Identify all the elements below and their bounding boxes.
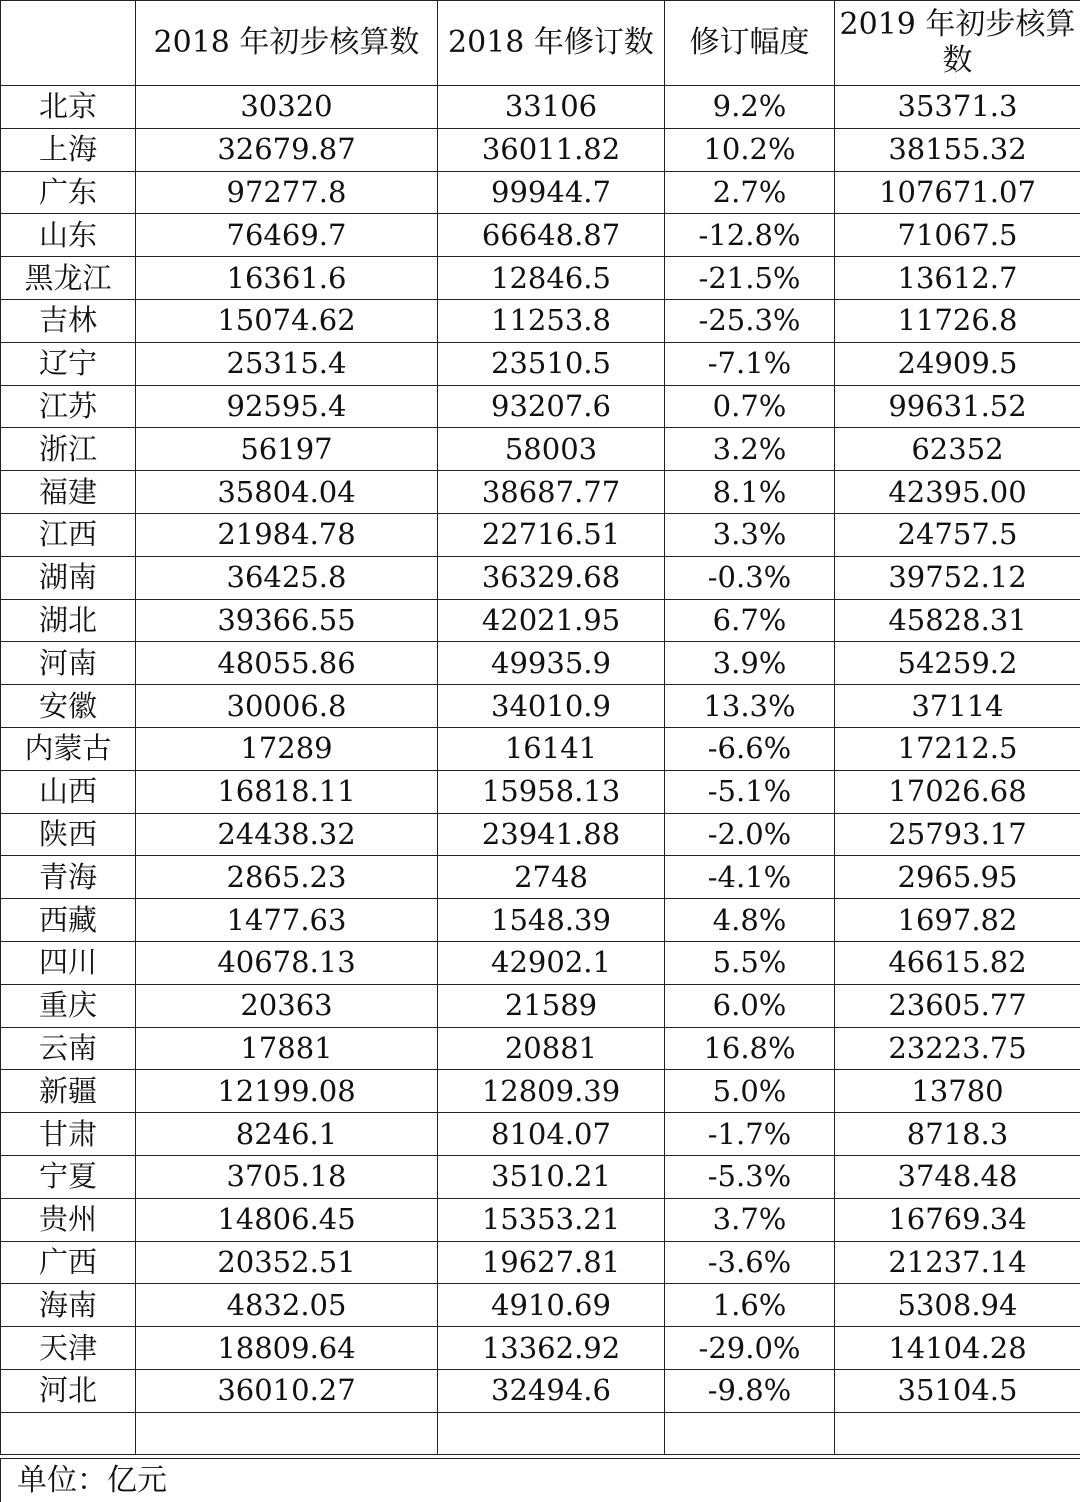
value-2018-preliminary: 30320: [136, 86, 438, 129]
value-2018-preliminary: 48055.86: [136, 642, 438, 685]
value-2018-preliminary: 39366.55: [136, 599, 438, 642]
empty-cell: [438, 1412, 665, 1454]
value-2018-revised: 23510.5: [438, 342, 665, 385]
value-2018-preliminary: 30006.8: [136, 685, 438, 728]
value-2018-revised: 3510.21: [438, 1155, 665, 1198]
empty-cell: [136, 1412, 438, 1454]
table-row: [1, 471, 1080, 514]
table-row: [1, 1198, 1080, 1241]
revision-rate: 3.3%: [665, 513, 835, 556]
value-2018-revised: 4910.69: [438, 1284, 665, 1327]
province-name: 西藏: [1, 899, 136, 942]
revision-rate: -5.1%: [665, 770, 835, 813]
value-2019-preliminary: 14104.28: [835, 1327, 1080, 1370]
value-2018-preliminary: 25315.4: [136, 342, 438, 385]
value-2018-preliminary: 24438.32: [136, 813, 438, 856]
value-2018-preliminary: 32679.87: [136, 128, 438, 171]
value-2018-revised: 12809.39: [438, 1070, 665, 1113]
table-row: [1, 299, 1080, 342]
header-province: [1, 1, 136, 86]
table-row: [1, 1070, 1080, 1113]
value-2018-revised: 22716.51: [438, 513, 665, 556]
revision-rate: 8.1%: [665, 471, 835, 514]
province-name: 重庆: [1, 984, 136, 1027]
empty-cell: [835, 1412, 1080, 1454]
value-2018-revised: 36011.82: [438, 128, 665, 171]
table-row: [1, 599, 1080, 642]
value-2019-preliminary: 17026.68: [835, 770, 1080, 813]
province-name: 广西: [1, 1241, 136, 1284]
province-name: 内蒙古: [1, 727, 136, 770]
value-2018-preliminary: 20352.51: [136, 1241, 438, 1284]
table-row: [1, 727, 1080, 770]
table-row: [1, 513, 1080, 556]
value-2018-revised: 42902.1: [438, 941, 665, 984]
revision-rate: -21.5%: [665, 257, 835, 300]
province-name: 广东: [1, 171, 136, 214]
table-header-row: [1, 1, 1080, 86]
province-name: 青海: [1, 856, 136, 899]
value-2019-preliminary: 3748.48: [835, 1155, 1080, 1198]
value-2019-preliminary: 35104.5: [835, 1369, 1080, 1412]
value-2019-preliminary: 54259.2: [835, 642, 1080, 685]
province-name: 黑龙江: [1, 257, 136, 300]
revision-rate: 4.8%: [665, 899, 835, 942]
value-2019-preliminary: 8718.3: [835, 1113, 1080, 1156]
revision-rate: 9.2%: [665, 86, 835, 129]
table-row: [1, 342, 1080, 385]
value-2018-preliminary: 15074.62: [136, 299, 438, 342]
empty-cell: [665, 1412, 835, 1454]
revision-rate: -2.0%: [665, 813, 835, 856]
province-name: 北京: [1, 86, 136, 129]
value-2018-revised: 21589: [438, 984, 665, 1027]
value-2018-preliminary: 17289: [136, 727, 438, 770]
value-2018-revised: 12846.5: [438, 257, 665, 300]
province-name: 湖南: [1, 556, 136, 599]
province-name: 浙江: [1, 428, 136, 471]
revision-rate: 13.3%: [665, 685, 835, 728]
province-name: 宁夏: [1, 1155, 136, 1198]
value-2018-revised: 11253.8: [438, 299, 665, 342]
table-row: [1, 1241, 1080, 1284]
province-name: 吉林: [1, 299, 136, 342]
revision-rate: 2.7%: [665, 171, 835, 214]
province-name: 陕西: [1, 813, 136, 856]
value-2019-preliminary: 42395.00: [835, 471, 1080, 514]
value-2019-preliminary: 17212.5: [835, 727, 1080, 770]
table-row: [1, 214, 1080, 257]
revision-rate: 1.6%: [665, 1284, 835, 1327]
province-name: 辽宁: [1, 342, 136, 385]
header-2019-preliminary: 2019 年初步核算数: [835, 1, 1080, 86]
province-name: 四川: [1, 941, 136, 984]
province-name: 河南: [1, 642, 136, 685]
value-2018-preliminary: 8246.1: [136, 1113, 438, 1156]
value-2019-preliminary: 13612.7: [835, 257, 1080, 300]
value-2018-preliminary: 36010.27: [136, 1369, 438, 1412]
revision-rate: -12.8%: [665, 214, 835, 257]
province-name: 湖北: [1, 599, 136, 642]
value-2018-preliminary: 40678.13: [136, 941, 438, 984]
value-2019-preliminary: 23605.77: [835, 984, 1080, 1027]
table-row: [1, 86, 1080, 129]
revision-rate: -0.3%: [665, 556, 835, 599]
value-2019-preliminary: 38155.32: [835, 128, 1080, 171]
value-2018-revised: 8104.07: [438, 1113, 665, 1156]
province-name: 海南: [1, 1284, 136, 1327]
value-2019-preliminary: 5308.94: [835, 1284, 1080, 1327]
value-2018-preliminary: 20363: [136, 984, 438, 1027]
value-2018-revised: 13362.92: [438, 1327, 665, 1370]
value-2018-preliminary: 97277.8: [136, 171, 438, 214]
value-2019-preliminary: 39752.12: [835, 556, 1080, 599]
table-row: [1, 1155, 1080, 1198]
table-row: [1, 428, 1080, 471]
value-2018-revised: 32494.6: [438, 1369, 665, 1412]
province-name: 福建: [1, 471, 136, 514]
revision-rate: 6.7%: [665, 599, 835, 642]
unit-label: 单位：亿元: [17, 1463, 167, 1498]
header-2018-revised: 2018 年修订数: [438, 1, 665, 86]
value-2018-revised: 20881: [438, 1027, 665, 1070]
province-name: 山西: [1, 770, 136, 813]
revision-rate: 3.2%: [665, 428, 835, 471]
revision-rate: 16.8%: [665, 1027, 835, 1070]
value-2019-preliminary: 1697.82: [835, 899, 1080, 942]
value-2018-revised: 1548.39: [438, 899, 665, 942]
table-row: [1, 1027, 1080, 1070]
table-row: [1, 899, 1080, 942]
revision-rate: -6.6%: [665, 727, 835, 770]
value-2018-revised: 42021.95: [438, 599, 665, 642]
value-2019-preliminary: 107671.07: [835, 171, 1080, 214]
value-2018-revised: 16141: [438, 727, 665, 770]
value-2018-revised: 99944.7: [438, 171, 665, 214]
value-2019-preliminary: 21237.14: [835, 1241, 1080, 1284]
value-2018-revised: 33106: [438, 86, 665, 129]
value-2019-preliminary: 45828.31: [835, 599, 1080, 642]
value-2018-preliminary: 21984.78: [136, 513, 438, 556]
table-row: [1, 556, 1080, 599]
revision-rate: -25.3%: [665, 299, 835, 342]
header-revision-rate: 修订幅度: [665, 1, 835, 86]
value-2019-preliminary: 2965.95: [835, 856, 1080, 899]
value-2018-preliminary: 3705.18: [136, 1155, 438, 1198]
table-row: [1, 770, 1080, 813]
value-2018-preliminary: 4832.05: [136, 1284, 438, 1327]
revision-rate: 5.5%: [665, 941, 835, 984]
province-name: 甘肃: [1, 1113, 136, 1156]
table-row: [1, 984, 1080, 1027]
value-2018-preliminary: 92595.4: [136, 385, 438, 428]
table-row: [1, 171, 1080, 214]
value-2018-revised: 15958.13: [438, 770, 665, 813]
table-row: [1, 941, 1080, 984]
revision-rate: 5.0%: [665, 1070, 835, 1113]
province-name: 安徽: [1, 685, 136, 728]
value-2018-preliminary: 35804.04: [136, 471, 438, 514]
revision-rate: -7.1%: [665, 342, 835, 385]
value-2019-preliminary: 24909.5: [835, 342, 1080, 385]
revision-rate: 3.7%: [665, 1198, 835, 1241]
table-row: [1, 1284, 1080, 1327]
value-2019-preliminary: 35371.3: [835, 86, 1080, 129]
province-name: 江西: [1, 513, 136, 556]
value-2018-preliminary: 17881: [136, 1027, 438, 1070]
value-2019-preliminary: 11726.8: [835, 299, 1080, 342]
revision-rate: 6.0%: [665, 984, 835, 1027]
value-2019-preliminary: 46615.82: [835, 941, 1080, 984]
table-row: [1, 685, 1080, 728]
value-2018-revised: 15353.21: [438, 1198, 665, 1241]
empty-cell: [1, 1412, 136, 1454]
value-2019-preliminary: 71067.5: [835, 214, 1080, 257]
value-2018-revised: 93207.6: [438, 385, 665, 428]
value-2019-preliminary: 37114: [835, 685, 1080, 728]
value-2018-preliminary: 56197: [136, 428, 438, 471]
revision-rate: -9.8%: [665, 1369, 835, 1412]
revision-rate: -1.7%: [665, 1113, 835, 1156]
revision-rate: -5.3%: [665, 1155, 835, 1198]
province-name: 河北: [1, 1369, 136, 1412]
value-2018-preliminary: 2865.23: [136, 856, 438, 899]
province-name: 上海: [1, 128, 136, 171]
value-2018-preliminary: 36425.8: [136, 556, 438, 599]
province-name: 天津: [1, 1327, 136, 1370]
province-name: 山东: [1, 214, 136, 257]
value-2019-preliminary: 13780: [835, 1070, 1080, 1113]
value-2018-preliminary: 12199.08: [136, 1070, 438, 1113]
unit-note-row: [0, 1458, 1080, 1502]
table-row: [1, 1369, 1080, 1412]
table-row: [1, 1113, 1080, 1156]
revision-rate: 3.9%: [665, 642, 835, 685]
empty-table-row: [1, 1412, 1080, 1454]
revision-rate: -29.0%: [665, 1327, 835, 1370]
value-2018-preliminary: 14806.45: [136, 1198, 438, 1241]
value-2018-revised: 49935.9: [438, 642, 665, 685]
value-2019-preliminary: 62352: [835, 428, 1080, 471]
revision-rate: 10.2%: [665, 128, 835, 171]
revision-rate: 0.7%: [665, 385, 835, 428]
table-body: [1, 86, 1080, 1455]
value-2018-preliminary: 16361.6: [136, 257, 438, 300]
value-2019-preliminary: 16769.34: [835, 1198, 1080, 1241]
table-row: [1, 856, 1080, 899]
table-row: [1, 385, 1080, 428]
value-2019-preliminary: 25793.17: [835, 813, 1080, 856]
value-2018-preliminary: 1477.63: [136, 899, 438, 942]
revision-rate: -3.6%: [665, 1241, 835, 1284]
table-row: [1, 128, 1080, 171]
value-2018-revised: 23941.88: [438, 813, 665, 856]
table-row: [1, 1327, 1080, 1370]
value-2018-revised: 38687.77: [438, 471, 665, 514]
province-name: 江苏: [1, 385, 136, 428]
value-2018-revised: 2748: [438, 856, 665, 899]
table-row: [1, 642, 1080, 685]
value-2019-preliminary: 99631.52: [835, 385, 1080, 428]
value-2019-preliminary: 23223.75: [835, 1027, 1080, 1070]
value-2018-preliminary: 76469.7: [136, 214, 438, 257]
value-2019-preliminary: 24757.5: [835, 513, 1080, 556]
province-name: 贵州: [1, 1198, 136, 1241]
value-2018-preliminary: 16818.11: [136, 770, 438, 813]
table-row: [1, 257, 1080, 300]
value-2018-revised: 66648.87: [438, 214, 665, 257]
value-2018-revised: 36329.68: [438, 556, 665, 599]
value-2018-revised: 58003: [438, 428, 665, 471]
header-2018-preliminary: 2018 年初步核算数: [136, 1, 438, 86]
revision-rate: -4.1%: [665, 856, 835, 899]
value-2018-revised: 19627.81: [438, 1241, 665, 1284]
province-name: 云南: [1, 1027, 136, 1070]
value-2018-revised: 34010.9: [438, 685, 665, 728]
table-row: [1, 813, 1080, 856]
province-name: 新疆: [1, 1070, 136, 1113]
value-2018-preliminary: 18809.64: [136, 1327, 438, 1370]
